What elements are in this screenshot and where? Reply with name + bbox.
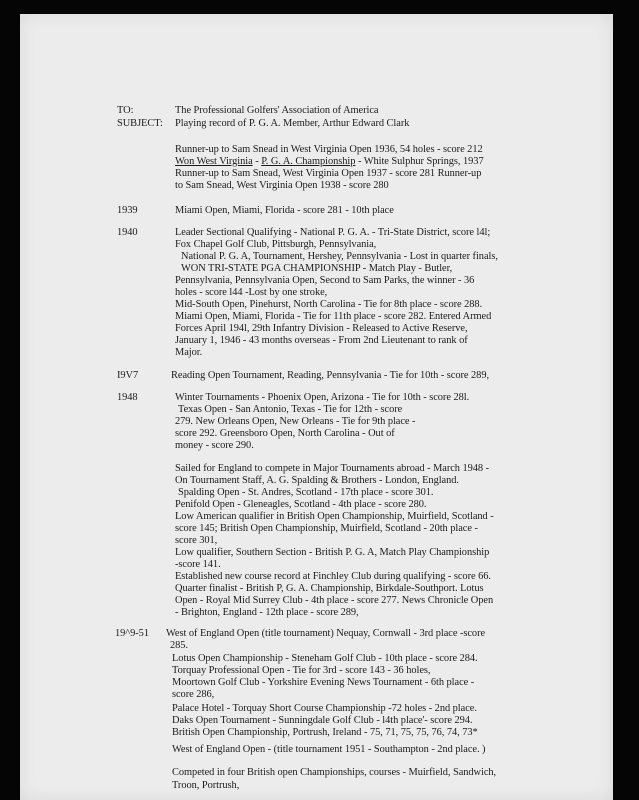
- intro-line: [175, 156, 484, 167]
- record-line: Established new course record at Finchley Club during qualifying - score 66.: [175, 571, 491, 582]
- record-line: Moortown Golf Club - Yorkshire Evening News Tournament - 6th place -: [172, 677, 475, 688]
- won-wv-underlined: Won West Virginia: [175, 156, 253, 167]
- record-line: West of England Open - (title tournament 1951 - Southampton - 2nd place. ): [172, 744, 486, 755]
- intro-line-tail: - White Sulphur Springs, 1937: [355, 156, 484, 167]
- to-value: The Professional Golfers' Association of America: [175, 105, 379, 116]
- pga-championship-underlined: P. G. A. Championship: [261, 156, 356, 167]
- record-line: score 292. Greensboro Open, North Carolina - Out of: [175, 428, 395, 439]
- year-label: 1940: [117, 227, 138, 238]
- year-label: 1939: [117, 205, 138, 216]
- record-line: On Tournament Staff, A. G. Spalding & Brothers - London, England.: [175, 475, 459, 486]
- document-page: [20, 14, 613, 800]
- record-line: January 1, 1946 - 43 months overseas - From 2nd Lieutenant to rank of: [175, 335, 468, 346]
- record-line: Daks Open Tournament - Sunningdale Golf Club - l4th place'- score 294.: [172, 715, 473, 726]
- subject-value: Playing record of P. G. A. Member, Arthur Edward Clark: [175, 118, 410, 129]
- record-line: -score 141.: [175, 559, 221, 570]
- record-line: Palace Hotel - Torquay Short Course Championship -72 holes - 2nd place.: [172, 703, 477, 714]
- record-line: Quarter finalist - British P, G. A. Championship, Birkdale-Southport. Lotus: [175, 583, 484, 594]
- record-line: National P. G. A, Tournament, Hershey, Pennsylvania - Lost in quarter finals,: [181, 251, 498, 262]
- year-label: I9V7: [117, 370, 139, 381]
- record-line: Leader Sectional Qualifying - National P. G. A. - Tri-State District, score l4l;: [175, 227, 491, 238]
- record-line: Torquay Professional Open - Tie for 3rd - score 143 - 36 holes,: [172, 665, 431, 676]
- record-line: Reading Open Tournament, Reading, Pennsylvania - Tie for 10th - score 289,: [171, 370, 490, 381]
- intro-line: Runner-up to Sam Snead in West Virginia Open 1936, 54 holes - score 212: [175, 144, 483, 155]
- record-line: Major.: [175, 347, 203, 358]
- record-line: Mid-South Open, Pinehurst, North Carolina - Tie for 8th place - score 288.: [175, 299, 483, 310]
- to-label: TO:: [117, 105, 134, 116]
- record-line: Fox Chapel Golf Club, Pittsburgh, Pennsylvania,: [175, 239, 377, 250]
- record-line: score 286,: [172, 689, 215, 700]
- year-label: 1948: [117, 392, 138, 403]
- record-line: Sailed for England to compete in Major Tournaments abroad - March 1948 -: [175, 463, 490, 474]
- record-line: Miami Open, Miami, Florida - score 281 - 10th place: [175, 205, 394, 216]
- record-line: holes - score l44 -Lost by one stroke,: [175, 287, 328, 298]
- record-line: West of England Open (title tournament) Nequay, Cornwall - 3rd place -score: [166, 628, 486, 639]
- record-line: Troon, Portrush,: [172, 780, 240, 791]
- record-line: Low American qualifier in British Open Championship, Muirfield, Scotland -: [175, 511, 494, 522]
- intro-line: to Sam Snead, West Virginia Open 1938 - score 280: [175, 180, 389, 191]
- record-line: Texas Open - San Antonio, Texas - Tie for 12th - score: [178, 404, 403, 415]
- intro-line: Runner-up to Sam Snead, West Virginia Open 1937 - score 281 Runner-up: [175, 168, 482, 179]
- record-line: Pennsylvania, Pennsylvania Open, Second to Sam Parks, the winner - 36: [175, 275, 475, 286]
- record-line: WON TRI-STATE PGA CHAMPIONSHIP - Match Play - Butler,: [181, 263, 453, 274]
- subject-label: SUBJECT:: [117, 118, 163, 129]
- record-line: Low qualifier, Southern Section - British P. G. A, Match Play Championship: [175, 547, 490, 558]
- record-line: Forces April 194l, 29th Infantry Division - Released to Active Reserve,: [175, 323, 468, 334]
- record-line: Open - Royal Mid Surrey Club - 4th place - score 277. News Chronicle Open: [175, 595, 494, 606]
- record-line: 285.: [170, 640, 188, 651]
- record-line: Spalding Open - St. Andres, Scotland - 17th place - score 301.: [178, 487, 434, 498]
- record-line: Lotus Open Championship - Steneham Golf Club - 10th place - score 284.: [172, 653, 478, 664]
- record-line: 279. New Orleans Open, New Orleans - Tie for 9th place -: [175, 416, 416, 427]
- year-label: 19^9-51: [115, 628, 149, 639]
- record-line: - Brighton, England - 12th place - score 289,: [175, 607, 359, 618]
- record-line: score 301,: [175, 535, 218, 546]
- record-line: Miami Open, Miami, Florida - Tie for 11th place - score 282. Entered Armed: [175, 311, 492, 322]
- record-line: Competed in four British open Championships, courses - Muirfield, Sandwich,: [172, 767, 497, 778]
- record-line: British Open Championship, Portrush, Ireland - 75, 71, 75, 75, 76, 74, 73*: [172, 727, 478, 738]
- intro-separator: -: [252, 156, 262, 167]
- record-line: score 145; British Open Championship, Muirfield, Scotland - 20th place -: [175, 523, 478, 534]
- record-line: Penifold Open - Gleneagles, Scotland - 4th place - score 280.: [175, 499, 427, 510]
- record-line: money - score 290.: [175, 440, 254, 451]
- record-line: Winter Tournaments - Phoenix Open, Arizona - Tie for 10th - score 28l.: [175, 392, 470, 403]
